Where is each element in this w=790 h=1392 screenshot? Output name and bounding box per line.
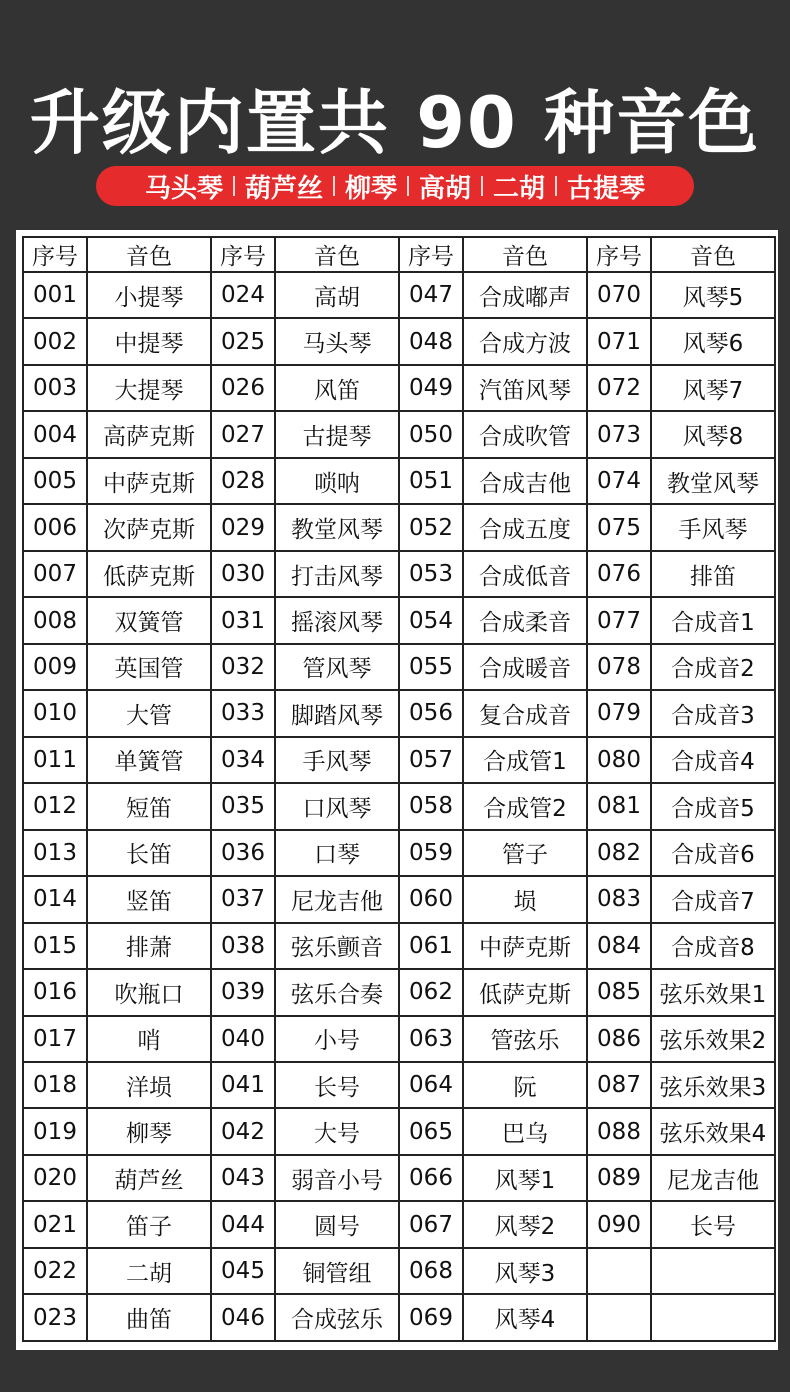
voice-name: 风琴5 bbox=[651, 272, 775, 318]
voice-name: 尼龙吉他 bbox=[275, 876, 399, 922]
voice-name: 柳琴 bbox=[87, 1108, 211, 1154]
voice-name bbox=[651, 1294, 775, 1341]
voice-name: 弦乐合奏 bbox=[275, 969, 399, 1015]
voice-number: 023 bbox=[23, 1294, 87, 1341]
table-row bbox=[23, 644, 775, 690]
table-row bbox=[23, 783, 775, 829]
voice-number: 034 bbox=[211, 737, 275, 783]
voice-name: 合成音2 bbox=[651, 644, 775, 690]
voice-number: 004 bbox=[23, 411, 87, 457]
voice-name: 弦乐颤音 bbox=[275, 923, 399, 969]
voice-name: 合成五度 bbox=[463, 504, 587, 550]
voice-name: 管弦乐 bbox=[463, 1016, 587, 1062]
voice-name: 风琴4 bbox=[463, 1294, 587, 1341]
voice-number: 013 bbox=[23, 830, 87, 876]
voice-number: 080 bbox=[587, 737, 651, 783]
voice-number: 039 bbox=[211, 969, 275, 1015]
header-tone: 音色 bbox=[651, 237, 775, 272]
voice-name: 风琴3 bbox=[463, 1248, 587, 1294]
table-row bbox=[23, 1108, 775, 1154]
voice-name: 管风琴 bbox=[275, 644, 399, 690]
instrument-banner bbox=[96, 166, 694, 206]
voice-name: 大管 bbox=[87, 690, 211, 736]
voice-name bbox=[651, 1248, 775, 1294]
voice-name: 合成弦乐 bbox=[275, 1294, 399, 1341]
voice-name: 中萨克斯 bbox=[87, 458, 211, 504]
voice-number: 053 bbox=[399, 551, 463, 597]
voice-name: 笛子 bbox=[87, 1201, 211, 1247]
voice-name: 教堂风琴 bbox=[651, 458, 775, 504]
voice-number: 085 bbox=[587, 969, 651, 1015]
voice-number bbox=[587, 1248, 651, 1294]
voice-name: 长号 bbox=[275, 1062, 399, 1108]
voice-number: 044 bbox=[211, 1201, 275, 1247]
voice-name: 低萨克斯 bbox=[87, 551, 211, 597]
voice-number: 006 bbox=[23, 504, 87, 550]
table-row bbox=[23, 1155, 775, 1201]
voice-number: 058 bbox=[399, 783, 463, 829]
voice-number: 087 bbox=[587, 1062, 651, 1108]
voice-name: 竖笛 bbox=[87, 876, 211, 922]
table-row bbox=[23, 1294, 775, 1341]
voice-name: 风琴7 bbox=[651, 365, 775, 411]
voice-number: 089 bbox=[587, 1155, 651, 1201]
voice-number: 071 bbox=[587, 318, 651, 364]
voice-number: 040 bbox=[211, 1016, 275, 1062]
voice-name: 中萨克斯 bbox=[463, 923, 587, 969]
voice-number: 050 bbox=[399, 411, 463, 457]
voice-number: 079 bbox=[587, 690, 651, 736]
voice-name: 哨 bbox=[87, 1016, 211, 1062]
voice-number: 030 bbox=[211, 551, 275, 597]
voice-number: 076 bbox=[587, 551, 651, 597]
voice-number: 078 bbox=[587, 644, 651, 690]
voice-name: 风琴8 bbox=[651, 411, 775, 457]
voice-number: 029 bbox=[211, 504, 275, 550]
voice-name: 合成音7 bbox=[651, 876, 775, 922]
voice-name: 中提琴 bbox=[87, 318, 211, 364]
voice-number: 062 bbox=[399, 969, 463, 1015]
voice-number: 068 bbox=[399, 1248, 463, 1294]
voice-number: 043 bbox=[211, 1155, 275, 1201]
banner-item: 葫芦丝 bbox=[244, 173, 323, 204]
voice-name: 巴乌 bbox=[463, 1108, 587, 1154]
table-row bbox=[23, 690, 775, 736]
header-tone: 音色 bbox=[275, 237, 399, 272]
voice-name: 打击风琴 bbox=[275, 551, 399, 597]
table-row bbox=[23, 876, 775, 922]
voice-name: 尼龙吉他 bbox=[651, 1155, 775, 1201]
voice-number: 075 bbox=[587, 504, 651, 550]
banner-divider bbox=[333, 176, 335, 196]
voice-number: 026 bbox=[211, 365, 275, 411]
voice-number: 046 bbox=[211, 1294, 275, 1341]
voice-name: 口琴 bbox=[275, 830, 399, 876]
voice-number: 019 bbox=[23, 1108, 87, 1154]
voice-number: 045 bbox=[211, 1248, 275, 1294]
voice-name: 弦乐效果2 bbox=[651, 1016, 775, 1062]
table-row bbox=[23, 318, 775, 364]
header-num: 序号 bbox=[399, 237, 463, 272]
voice-number: 028 bbox=[211, 458, 275, 504]
voice-name: 风笛 bbox=[275, 365, 399, 411]
voice-number: 052 bbox=[399, 504, 463, 550]
header-num: 序号 bbox=[23, 237, 87, 272]
voice-name: 合成音6 bbox=[651, 830, 775, 876]
voice-name: 排萧 bbox=[87, 923, 211, 969]
voice-name: 高胡 bbox=[275, 272, 399, 318]
voice-name: 小提琴 bbox=[87, 272, 211, 318]
voice-name: 英国管 bbox=[87, 644, 211, 690]
table-row bbox=[23, 830, 775, 876]
banner-item: 柳琴 bbox=[344, 173, 397, 204]
voice-number: 064 bbox=[399, 1062, 463, 1108]
voice-number: 051 bbox=[399, 458, 463, 504]
voice-name: 弦乐效果4 bbox=[651, 1108, 775, 1154]
voice-name: 大提琴 bbox=[87, 365, 211, 411]
voice-name: 唢呐 bbox=[275, 458, 399, 504]
banner-divider bbox=[555, 176, 557, 196]
voice-number: 011 bbox=[23, 737, 87, 783]
voice-name: 汽笛风琴 bbox=[463, 365, 587, 411]
voice-number: 063 bbox=[399, 1016, 463, 1062]
banner-item: 高胡 bbox=[419, 173, 472, 204]
voice-name: 埙 bbox=[463, 876, 587, 922]
voice-number: 016 bbox=[23, 969, 87, 1015]
voice-name: 教堂风琴 bbox=[275, 504, 399, 550]
table-row bbox=[23, 597, 775, 643]
voice-number: 082 bbox=[587, 830, 651, 876]
banner-item: 古提琴 bbox=[567, 173, 646, 204]
voice-name: 短笛 bbox=[87, 783, 211, 829]
voice-name: 葫芦丝 bbox=[87, 1155, 211, 1201]
voice-number: 012 bbox=[23, 783, 87, 829]
table-row bbox=[23, 365, 775, 411]
voice-name: 手风琴 bbox=[651, 504, 775, 550]
voice-name: 合成吹管 bbox=[463, 411, 587, 457]
voice-name: 手风琴 bbox=[275, 737, 399, 783]
voice-name: 风琴2 bbox=[463, 1201, 587, 1247]
voice-number: 047 bbox=[399, 272, 463, 318]
voice-number: 007 bbox=[23, 551, 87, 597]
voice-number: 037 bbox=[211, 876, 275, 922]
voice-number: 083 bbox=[587, 876, 651, 922]
voice-name: 复合成音 bbox=[463, 690, 587, 736]
page-title: 升级内置共 90 种音色 bbox=[29, 82, 761, 164]
voice-number: 056 bbox=[399, 690, 463, 736]
table-row bbox=[23, 411, 775, 457]
voice-table bbox=[22, 236, 776, 1342]
voice-number: 048 bbox=[399, 318, 463, 364]
voice-name: 合成管2 bbox=[463, 783, 587, 829]
voice-number: 072 bbox=[587, 365, 651, 411]
voice-number bbox=[587, 1294, 651, 1341]
banner-divider bbox=[407, 176, 409, 196]
banner-item: 马头琴 bbox=[144, 173, 223, 204]
table-row bbox=[23, 458, 775, 504]
voice-name: 摇滚风琴 bbox=[275, 597, 399, 643]
voice-number: 003 bbox=[23, 365, 87, 411]
voice-name: 合成音4 bbox=[651, 737, 775, 783]
voice-number: 084 bbox=[587, 923, 651, 969]
voice-number: 057 bbox=[399, 737, 463, 783]
voice-number: 027 bbox=[211, 411, 275, 457]
voice-name: 弦乐效果1 bbox=[651, 969, 775, 1015]
voice-name: 合成吉他 bbox=[463, 458, 587, 504]
voice-number: 033 bbox=[211, 690, 275, 736]
voice-name: 阮 bbox=[463, 1062, 587, 1108]
voice-number: 060 bbox=[399, 876, 463, 922]
voice-number: 018 bbox=[23, 1062, 87, 1108]
table-row bbox=[23, 737, 775, 783]
table-row bbox=[23, 551, 775, 597]
voice-number: 008 bbox=[23, 597, 87, 643]
voice-name: 合成嘟声 bbox=[463, 272, 587, 318]
header-num: 序号 bbox=[211, 237, 275, 272]
table-row bbox=[23, 504, 775, 550]
voice-number: 055 bbox=[399, 644, 463, 690]
voice-name: 长笛 bbox=[87, 830, 211, 876]
voice-name: 高萨克斯 bbox=[87, 411, 211, 457]
voice-number: 066 bbox=[399, 1155, 463, 1201]
voice-name: 古提琴 bbox=[275, 411, 399, 457]
voice-number: 041 bbox=[211, 1062, 275, 1108]
voice-number: 067 bbox=[399, 1201, 463, 1247]
voice-name: 合成柔音 bbox=[463, 597, 587, 643]
voice-name: 排笛 bbox=[651, 551, 775, 597]
voice-name: 长号 bbox=[651, 1201, 775, 1247]
voice-name: 脚踏风琴 bbox=[275, 690, 399, 736]
voice-number: 077 bbox=[587, 597, 651, 643]
table-row bbox=[23, 1201, 775, 1247]
table-row bbox=[23, 1016, 775, 1062]
voice-name: 风琴6 bbox=[651, 318, 775, 364]
voice-number: 065 bbox=[399, 1108, 463, 1154]
voice-table-panel bbox=[16, 230, 778, 1350]
voice-name: 低萨克斯 bbox=[463, 969, 587, 1015]
voice-name: 合成音1 bbox=[651, 597, 775, 643]
voice-number: 021 bbox=[23, 1201, 87, 1247]
banner-divider bbox=[481, 176, 483, 196]
voice-number: 002 bbox=[23, 318, 87, 364]
voice-name: 合成音8 bbox=[651, 923, 775, 969]
voice-name: 大号 bbox=[275, 1108, 399, 1154]
voice-name: 合成管1 bbox=[463, 737, 587, 783]
voice-name: 二胡 bbox=[87, 1248, 211, 1294]
voice-name: 吹瓶口 bbox=[87, 969, 211, 1015]
voice-number: 005 bbox=[23, 458, 87, 504]
voice-name: 弱音小号 bbox=[275, 1155, 399, 1201]
voice-number: 014 bbox=[23, 876, 87, 922]
voice-name: 管子 bbox=[463, 830, 587, 876]
voice-number: 001 bbox=[23, 272, 87, 318]
voice-name: 合成音3 bbox=[651, 690, 775, 736]
voice-number: 088 bbox=[587, 1108, 651, 1154]
voice-number: 036 bbox=[211, 830, 275, 876]
table-row bbox=[23, 272, 775, 318]
voice-number: 074 bbox=[587, 458, 651, 504]
header-tone: 音色 bbox=[463, 237, 587, 272]
table-row bbox=[23, 1248, 775, 1294]
voice-name: 风琴1 bbox=[463, 1155, 587, 1201]
voice-number: 010 bbox=[23, 690, 87, 736]
voice-number: 035 bbox=[211, 783, 275, 829]
voice-name: 合成低音 bbox=[463, 551, 587, 597]
voice-number: 024 bbox=[211, 272, 275, 318]
voice-number: 073 bbox=[587, 411, 651, 457]
voice-number: 049 bbox=[399, 365, 463, 411]
table-row bbox=[23, 923, 775, 969]
voice-number: 015 bbox=[23, 923, 87, 969]
voice-name: 圆号 bbox=[275, 1201, 399, 1247]
voice-number: 054 bbox=[399, 597, 463, 643]
voice-number: 061 bbox=[399, 923, 463, 969]
voice-name: 双簧管 bbox=[87, 597, 211, 643]
voice-name: 洋埙 bbox=[87, 1062, 211, 1108]
voice-number: 042 bbox=[211, 1108, 275, 1154]
voice-number: 020 bbox=[23, 1155, 87, 1201]
voice-name: 合成方波 bbox=[463, 318, 587, 364]
banner-divider bbox=[233, 176, 235, 196]
voice-name: 单簧管 bbox=[87, 737, 211, 783]
voice-name: 口风琴 bbox=[275, 783, 399, 829]
voice-number: 081 bbox=[587, 783, 651, 829]
voice-number: 031 bbox=[211, 597, 275, 643]
voice-number: 069 bbox=[399, 1294, 463, 1341]
voice-name: 曲笛 bbox=[87, 1294, 211, 1341]
voice-name: 马头琴 bbox=[275, 318, 399, 364]
voice-number: 022 bbox=[23, 1248, 87, 1294]
voice-name: 铜管组 bbox=[275, 1248, 399, 1294]
voice-number: 086 bbox=[587, 1016, 651, 1062]
voice-name: 合成音5 bbox=[651, 783, 775, 829]
voice-number: 059 bbox=[399, 830, 463, 876]
voice-number: 025 bbox=[211, 318, 275, 364]
voice-number: 032 bbox=[211, 644, 275, 690]
voice-name: 次萨克斯 bbox=[87, 504, 211, 550]
header-tone: 音色 bbox=[87, 237, 211, 272]
voice-number: 017 bbox=[23, 1016, 87, 1062]
voice-number: 038 bbox=[211, 923, 275, 969]
voice-name: 小号 bbox=[275, 1016, 399, 1062]
table-row bbox=[23, 1062, 775, 1108]
voice-number: 070 bbox=[587, 272, 651, 318]
table-header-row bbox=[23, 237, 775, 272]
voice-number: 090 bbox=[587, 1201, 651, 1247]
table-row bbox=[23, 969, 775, 1015]
banner-item: 二胡 bbox=[493, 173, 546, 204]
voice-number: 009 bbox=[23, 644, 87, 690]
voice-name: 弦乐效果3 bbox=[651, 1062, 775, 1108]
voice-name: 合成暖音 bbox=[463, 644, 587, 690]
header-num: 序号 bbox=[587, 237, 651, 272]
